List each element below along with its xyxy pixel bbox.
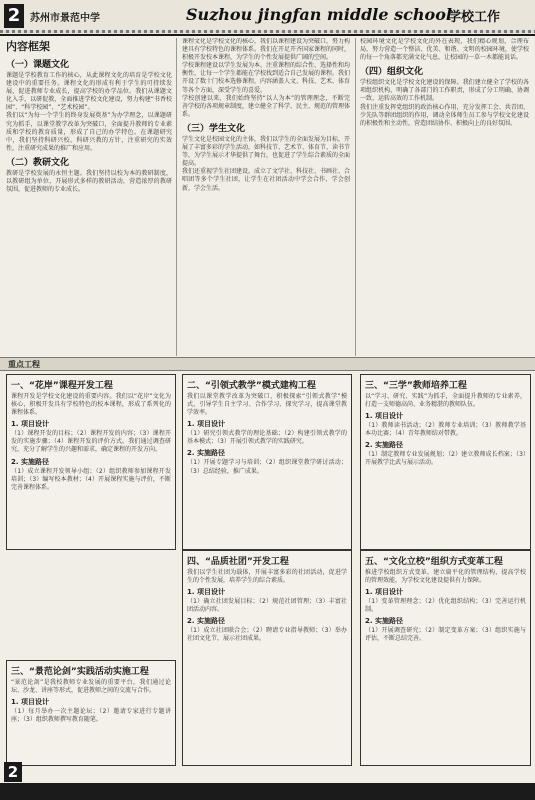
school-name-en: Suzhou jingfan middle school: [186, 5, 452, 24]
paragraph: （1）确立社团发展目标；（2）规范社团管理；（3）丰富社团活动内容。: [187, 598, 347, 614]
project-block-1: [6, 374, 176, 550]
paragraph: 推进学校组织方式变革，建立扁平化的管理结构，提高学校的管理效能，为学校文化建设提供有力保障。: [365, 569, 526, 585]
project-block-6: [6, 660, 176, 766]
subheading: 2. 实施路径: [187, 449, 225, 458]
subheading: 1. 项目设计: [365, 412, 403, 421]
paragraph: 课程文化是学校文化的核心，我们以课程建设为突破口，努力构建具有学校特色的课程体系。我们在开足开齐国家课程的同时，积极开发校本课程，为学生的个性发展提供广阔的空间。: [182, 38, 350, 62]
paragraph: 学校创建以来，我们始终坚持“以人为本”的管理理念，不断完善学校的各项规章制度，建立健全了科学、民主、规范的管理体系。: [182, 94, 350, 118]
subheading: 1. 项目设计: [187, 420, 225, 429]
paragraph: 课程开发是学校文化建设的重要内容。我们以“花岸”文化为核心，积极开发具有学校特色的校本课程，形成了系列化的课程体系。: [11, 393, 171, 417]
paragraph: （1）教师读书活动；（2）教师专业培训；（3）教师教学基本功比赛；（4）青年教师结对带教。: [365, 422, 526, 438]
paragraph: 我们以学生社团为载体，开展丰富多彩的社团活动，促进学生的个性发展，培养学生的综合素质。: [187, 569, 347, 585]
subheading: 1. 项目设计: [365, 588, 403, 597]
subheading: 2. 实施路径: [11, 457, 49, 466]
block-title: 二、“引领式教学”模式建构工程: [187, 381, 316, 391]
paragraph: 我们还重视学生社团建设，成立了文学社、科技社、书画社、合唱团等多个学生社团，让学生在社团活动中学会合作，学会创新，学会生活。: [182, 168, 350, 192]
paragraph: 学校组织文化是学校文化建设的保障。我们建立健全了学校的各项组织机构，明确了各部门的工作职责，形成了分工明确、协调一致、运转高效的工作机制。: [360, 79, 529, 103]
paragraph: （1）成立课程开发领导小组；（2）组织教师参加课程开发培训；（3）编写校本教材；（4）开展课程实施与评价，不断完善课程体系。: [11, 467, 171, 491]
header-divider: [0, 30, 535, 33]
paragraph: 我们注重发挥党组织的政治核心作用，充分发挥工会、共青团、少先队等群团组织的作用，调动全体师生员工参与学校文化建设的积极性和主动性，营造团结协作、积极向上的良好氛围。: [360, 103, 529, 127]
project-block-3: [360, 374, 531, 550]
block-title: 四、“品质社团”开发工程: [187, 557, 289, 567]
subheading: 1. 项目设计: [11, 420, 49, 429]
page-number: 2: [4, 4, 24, 28]
section-band: [0, 357, 535, 371]
column-divider: [355, 38, 356, 356]
column-2: [182, 38, 350, 358]
paragraph: （1）制定教师专业发展规划；（2）建立教师成长档案；（3）开展教学比武与展示活动。: [365, 451, 526, 467]
project-block-2: [182, 374, 352, 550]
block-title: 一、“花岸”课程开发工程: [11, 381, 113, 391]
paragraph: “景范论剑”是我校教师专业发展的重要平台，我们通过论坛、沙龙、讲座等形式，促进教师之间的交流与合作。: [11, 679, 171, 695]
paragraph: 我们以“为每一个学生的终身发展奠基”为办学理念，以课题研究为抓手，以课堂教学改革为突破口，全面提升教师的专业素质和学校的教育质量，形成了自己的办学特色。在课题研究中，我们坚持科研兴校、科研兴教的方针，注重研究的实效性，注重研究成果的推广和应用。: [6, 112, 172, 152]
heading: （一）课题文化: [6, 60, 70, 70]
column-3: [360, 38, 529, 358]
heading: （四）组织文化: [360, 67, 424, 78]
block-title: 三、“景范论剑”实践活动实施工程: [11, 667, 149, 677]
subheading: 2. 实施路径: [365, 441, 403, 450]
heading: （三）学生文化: [182, 123, 246, 134]
paragraph: （1）开展专题学习与培训；（2）组织课堂教学研讨活动；（3）总结经验，推广成果。: [187, 459, 347, 475]
paragraph: （1）每月举办一次主题论坛；（2）邀请专家进行专题讲座；（3）组织教师撰写教育随笔。: [11, 708, 171, 724]
subheading: 2. 实施路径: [365, 617, 403, 626]
paragraph: （1）研究引领式教学的理论基础；（2）构建引领式教学的基本模式；（3）开展引领式教学的实践研究。: [187, 430, 347, 446]
column-1: [6, 38, 172, 358]
school-name-cn: 苏州市景范中学: [30, 13, 100, 24]
paragraph: 校园环境文化是学校文化的外在表现，我们精心规划，合理布局，努力营造一个整洁、优美、和谐、文明的校园环境，使学校的每一个角落都充满文化气息，让校园的一草一木都能说话。: [360, 38, 529, 62]
column-divider: [176, 38, 177, 356]
section-title: 学校工作: [448, 10, 501, 25]
paragraph: 教研是学校发展的永恒主题。我们坚持以校为本的教研制度，以教研组为单位，开展形式多样的教研活动，营造浓厚的教研氛围，促进教师的专业成长。: [6, 169, 172, 194]
paragraph: （1）变革管理理念；（2）优化组织结构；（3）完善运行机制。: [365, 598, 526, 614]
project-block-5: [360, 550, 531, 766]
paragraph: 学生文化是校园文化的主体，我们以学生的全面发展为目标，开展了丰富多彩的学生活动，如科技节、艺术节、体育节、读书节等，为学生展示才华提供了舞台，也促进了学生综合素质的全面提高。: [182, 135, 350, 168]
paragraph: （1）课程开发的目标；（2）课程开发的内容；（3）课程开发的实施步骤；（4）课程开发的评价方式。我们通过调查研究，充分了解学生的兴趣和需求，确定课程的开发方向。: [11, 430, 171, 454]
subheading: 1. 项目设计: [187, 588, 225, 597]
paragraph: 学校课程建设以学生发展为本，注重课程的综合性、选择性和均衡性，让每一个学生都能在学校找到适合自己发展的课程。我们开设了数十门校本选修课程，内容涵盖人文、科技、艺术、体育等各个方面，深受学生的喜爱。: [182, 62, 350, 94]
page-footer: [0, 783, 535, 800]
block-title: 五、“文化立校”组织方式变革工程: [365, 557, 503, 567]
paragraph: 我们以课堂教学改革为突破口，积极探索“引领式教学”模式，引导学生自主学习、合作学习、探究学习，提高课堂教学效率。: [187, 393, 347, 417]
heading: （二）教研文化: [6, 157, 70, 168]
paragraph: （1）开展调查研究；（2）制定变革方案；（3）组织实施与评估，不断总结完善。: [365, 627, 526, 643]
article-title: 内容框架: [6, 40, 50, 53]
paragraph: 课题是学校教育工作的核心，从此课程文化的培育是学校文化建设中的重要任务。课程文化的形成有利于学生的可持续发展，促进教师专业成长，提高学校的办学品位。我们从课题文化入手，以研促教，全面推进学校文化建设，努力构建“书香校园”、“科学校园”、“艺术校园”。: [6, 72, 172, 112]
paragraph: 以“学习、研究、实践”为抓手，全面提升教师的专业素养，打造一支师德高尚、业务精湛的教师队伍。: [365, 393, 526, 409]
subheading: 2. 实施路径: [187, 617, 225, 626]
block-title: 三、“三学”教师培养工程: [365, 381, 467, 391]
project-block-4: [182, 550, 352, 766]
paragraph: （1）成立社团联合会；（2）聘请专业指导教师；（3）举办社团文化节，展示社团成果。: [187, 627, 347, 643]
page-number-footer: 2: [4, 762, 22, 782]
page-header: [0, 0, 535, 36]
band-title: 重点工程: [8, 360, 40, 369]
subheading: 1. 项目设计: [11, 698, 49, 707]
